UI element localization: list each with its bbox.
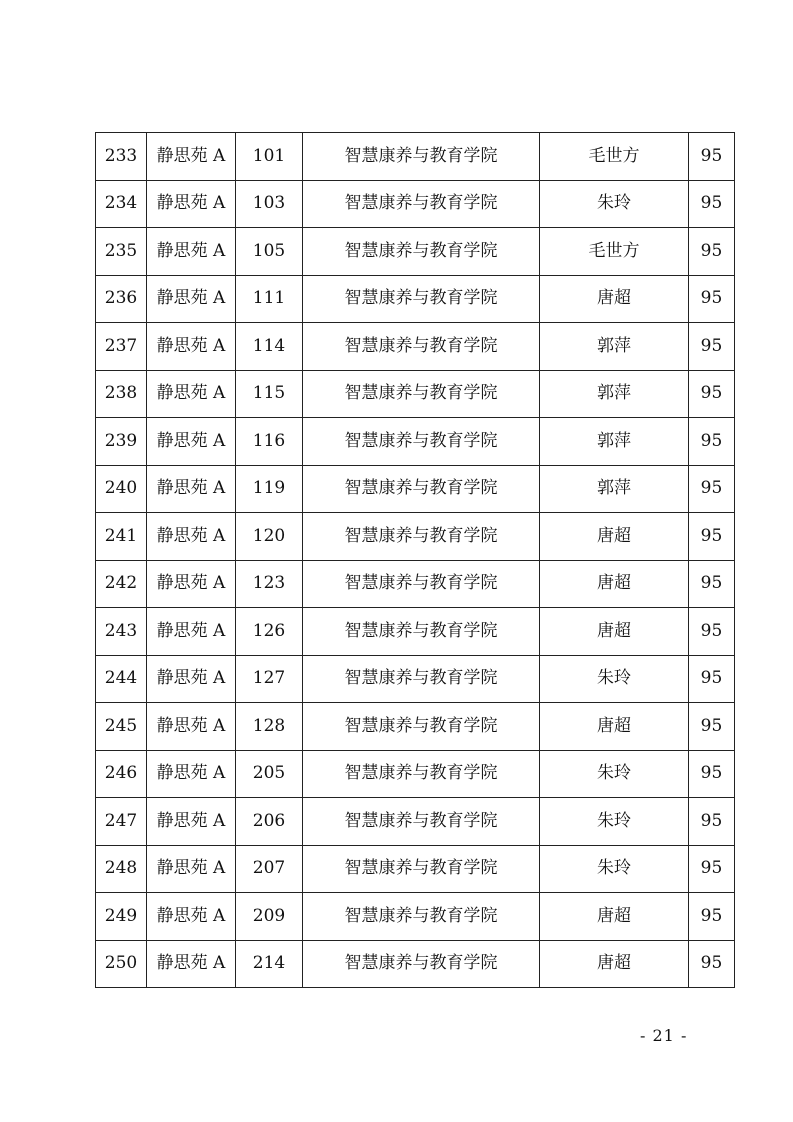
score-cell: 95 [689,560,735,608]
room-cell: 123 [236,560,303,608]
building-cell: 静思苑 A [147,275,236,323]
building-cell: 静思苑 A [147,418,236,466]
room-cell: 119 [236,465,303,513]
page-number: - 21 - [640,1026,688,1045]
score-cell: 95 [689,370,735,418]
score-cell: 95 [689,513,735,561]
college-cell: 智慧康养与教育学院 [303,608,540,656]
table-row [96,418,735,466]
person-cell: 唐超 [540,513,689,561]
table-row [96,465,735,513]
room-cell: 205 [236,750,303,798]
room-cell: 127 [236,655,303,703]
row-number-cell: 246 [96,750,147,798]
person-cell: 朱玲 [540,750,689,798]
row-number-cell: 240 [96,465,147,513]
score-cell: 95 [689,608,735,656]
row-number-cell: 241 [96,513,147,561]
building-cell: 静思苑 A [147,560,236,608]
building-cell: 静思苑 A [147,608,236,656]
room-cell: 207 [236,845,303,893]
row-number-cell: 237 [96,323,147,371]
person-cell: 唐超 [540,560,689,608]
person-cell: 唐超 [540,940,689,988]
person-cell: 毛世方 [540,228,689,276]
score-cell: 95 [689,798,735,846]
college-cell: 智慧康养与教育学院 [303,560,540,608]
room-cell: 101 [236,133,303,181]
building-cell: 静思苑 A [147,370,236,418]
building-cell: 静思苑 A [147,845,236,893]
room-cell: 116 [236,418,303,466]
table-row [96,893,735,941]
person-cell: 郭萍 [540,418,689,466]
row-number-cell: 239 [96,418,147,466]
building-cell: 静思苑 A [147,703,236,751]
row-number-cell: 234 [96,180,147,228]
room-cell: 103 [236,180,303,228]
college-cell: 智慧康养与教育学院 [303,845,540,893]
row-number-cell: 236 [96,275,147,323]
score-cell: 95 [689,228,735,276]
building-cell: 静思苑 A [147,893,236,941]
building-cell: 静思苑 A [147,323,236,371]
room-cell: 128 [236,703,303,751]
score-cell: 95 [689,180,735,228]
person-cell: 唐超 [540,893,689,941]
table-row [96,703,735,751]
building-cell: 静思苑 A [147,465,236,513]
building-cell: 静思苑 A [147,513,236,561]
row-number-cell: 242 [96,560,147,608]
college-cell: 智慧康养与教育学院 [303,798,540,846]
score-cell: 95 [689,465,735,513]
college-cell: 智慧康养与教育学院 [303,750,540,798]
score-cell: 95 [689,133,735,181]
room-cell: 206 [236,798,303,846]
building-cell: 静思苑 A [147,655,236,703]
row-number-cell: 245 [96,703,147,751]
person-cell: 唐超 [540,608,689,656]
person-cell: 唐超 [540,703,689,751]
room-cell: 126 [236,608,303,656]
table-row [96,370,735,418]
person-cell: 郭萍 [540,323,689,371]
room-cell: 115 [236,370,303,418]
person-cell: 朱玲 [540,180,689,228]
table-body [96,133,735,988]
building-cell: 静思苑 A [147,180,236,228]
person-cell: 朱玲 [540,845,689,893]
person-cell: 朱玲 [540,798,689,846]
person-cell: 郭萍 [540,465,689,513]
score-cell: 95 [689,655,735,703]
person-cell: 唐超 [540,275,689,323]
score-cell: 95 [689,845,735,893]
score-cell: 95 [689,323,735,371]
college-cell: 智慧康养与教育学院 [303,893,540,941]
score-cell: 95 [689,893,735,941]
table-row [96,180,735,228]
dormitory-table [95,132,735,988]
row-number-cell: 247 [96,798,147,846]
college-cell: 智慧康养与教育学院 [303,180,540,228]
table-row [96,275,735,323]
room-cell: 111 [236,275,303,323]
table-row [96,560,735,608]
row-number-cell: 243 [96,608,147,656]
table-row [96,513,735,561]
building-cell: 静思苑 A [147,940,236,988]
row-number-cell: 233 [96,133,147,181]
room-cell: 105 [236,228,303,276]
college-cell: 智慧康养与教育学院 [303,940,540,988]
score-cell: 95 [689,940,735,988]
room-cell: 120 [236,513,303,561]
room-cell: 209 [236,893,303,941]
college-cell: 智慧康养与教育学院 [303,228,540,276]
row-number-cell: 249 [96,893,147,941]
college-cell: 智慧康养与教育学院 [303,655,540,703]
score-cell: 95 [689,750,735,798]
score-cell: 95 [689,703,735,751]
table-row [96,323,735,371]
person-cell: 朱玲 [540,655,689,703]
score-cell: 95 [689,418,735,466]
college-cell: 智慧康养与教育学院 [303,370,540,418]
person-cell: 毛世方 [540,133,689,181]
table-row [96,133,735,181]
row-number-cell: 238 [96,370,147,418]
college-cell: 智慧康养与教育学院 [303,133,540,181]
building-cell: 静思苑 A [147,750,236,798]
table-row [96,845,735,893]
row-number-cell: 235 [96,228,147,276]
table-row [96,798,735,846]
table-row [96,228,735,276]
table-row [96,608,735,656]
score-cell: 95 [689,275,735,323]
building-cell: 静思苑 A [147,228,236,276]
table-row [96,655,735,703]
college-cell: 智慧康养与教育学院 [303,323,540,371]
row-number-cell: 244 [96,655,147,703]
room-cell: 214 [236,940,303,988]
table-row [96,940,735,988]
row-number-cell: 250 [96,940,147,988]
college-cell: 智慧康养与教育学院 [303,703,540,751]
person-cell: 郭萍 [540,370,689,418]
college-cell: 智慧康养与教育学院 [303,275,540,323]
row-number-cell: 248 [96,845,147,893]
college-cell: 智慧康养与教育学院 [303,465,540,513]
college-cell: 智慧康养与教育学院 [303,513,540,561]
table-row [96,750,735,798]
building-cell: 静思苑 A [147,798,236,846]
college-cell: 智慧康养与教育学院 [303,418,540,466]
room-cell: 114 [236,323,303,371]
building-cell: 静思苑 A [147,133,236,181]
